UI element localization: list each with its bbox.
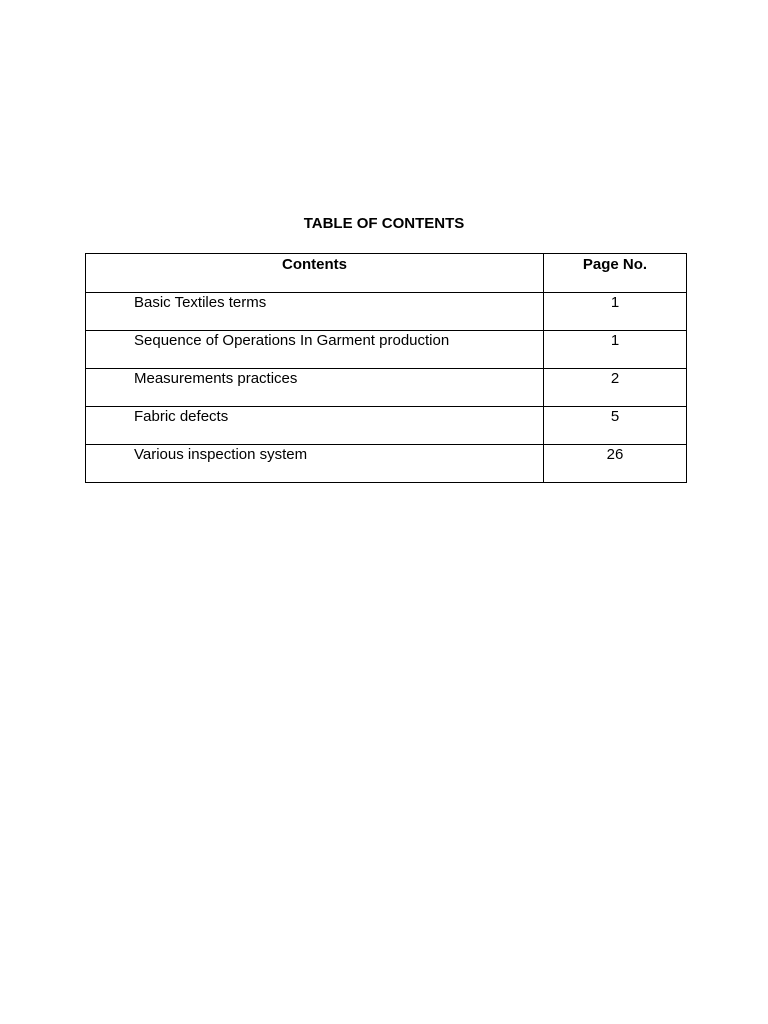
toc-table bbox=[85, 253, 687, 483]
table-row bbox=[86, 445, 687, 483]
toc-entry: Fabric defects bbox=[86, 407, 544, 445]
toc-page-number: 5 bbox=[544, 407, 687, 445]
toc-page-number: 1 bbox=[544, 293, 687, 331]
table-row bbox=[86, 293, 687, 331]
toc-entry: Measurements practices bbox=[86, 369, 544, 407]
toc-header-row bbox=[86, 254, 687, 293]
header-page-no: Page No. bbox=[544, 254, 687, 293]
toc-entry: Basic Textiles terms bbox=[86, 293, 544, 331]
toc-page-number: 2 bbox=[544, 369, 687, 407]
toc-entry: Various inspection system bbox=[86, 445, 544, 483]
header-contents: Contents bbox=[86, 254, 544, 293]
table-row bbox=[86, 407, 687, 445]
toc-page-number: 26 bbox=[544, 445, 687, 483]
toc-entry: Sequence of Operations In Garment production bbox=[86, 331, 544, 369]
table-row bbox=[86, 369, 687, 407]
table-row bbox=[86, 331, 687, 369]
toc-title: TABLE OF CONTENTS bbox=[303, 215, 465, 232]
toc-page-number: 1 bbox=[544, 331, 687, 369]
